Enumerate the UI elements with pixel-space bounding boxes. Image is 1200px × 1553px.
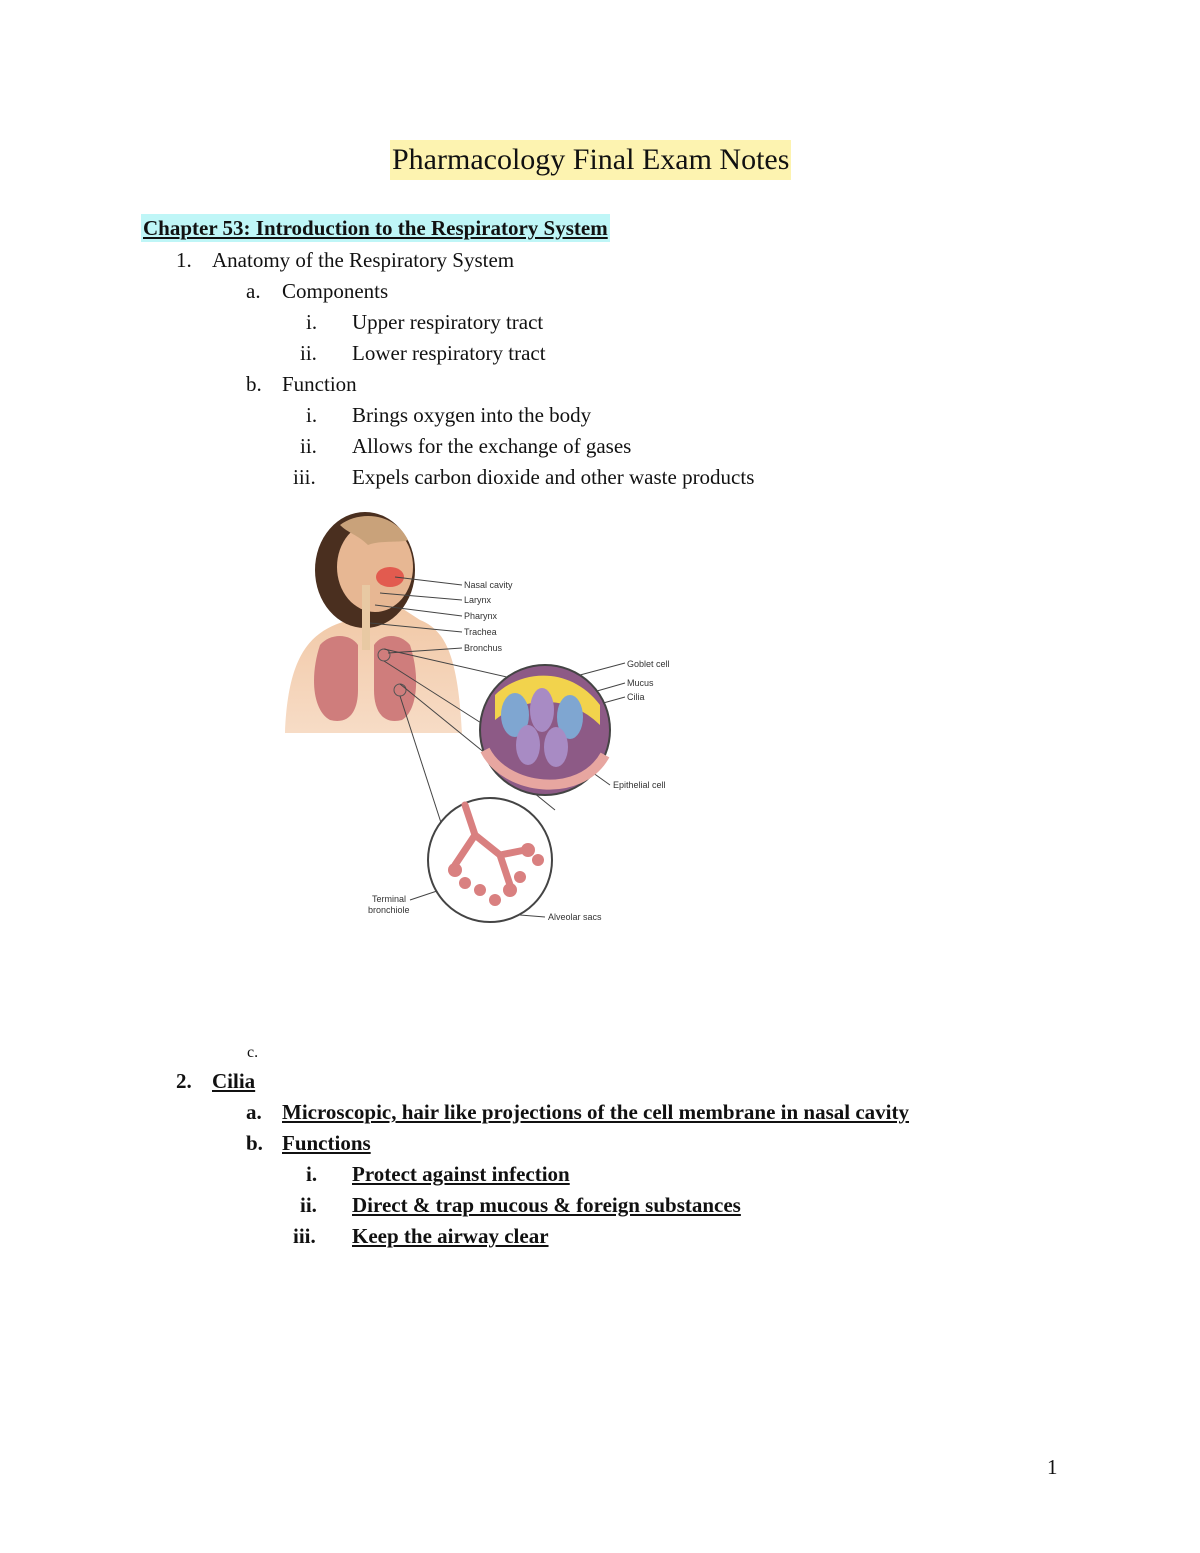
outline-item: Keep the airway clear	[352, 1224, 549, 1248]
label-terminal-bronchiole: Terminal	[372, 894, 407, 904]
outline-item: Lower respiratory tract	[352, 341, 546, 365]
outline-roman: iii.	[293, 465, 316, 489]
outline-item: Cilia	[212, 1069, 256, 1093]
outline-letter: b.	[246, 1131, 263, 1155]
outline-item: Functions	[282, 1131, 371, 1155]
outline-item: Expels carbon dioxide and other waste products	[352, 465, 755, 489]
outline-item: Upper respiratory tract	[352, 310, 544, 334]
alveoli-magnified-view	[428, 798, 552, 922]
outline-roman: i.	[306, 310, 318, 334]
label-terminal-bronchiole: bronchiole	[368, 905, 410, 915]
label-trachea: Trachea	[464, 627, 497, 637]
outline-number: 2.	[176, 1069, 192, 1093]
label-nasal-cavity: Nasal cavity	[464, 580, 513, 590]
outline-roman: ii.	[300, 1193, 317, 1217]
outline-letter: c.	[247, 1044, 259, 1061]
outline-letter: a.	[246, 279, 261, 303]
outline-item: Allows for the exchange of gases	[352, 434, 632, 458]
cilia-magnified-view	[480, 665, 610, 795]
outline-item: Function	[282, 372, 357, 396]
outline-item: Brings oxygen into the body	[352, 403, 592, 427]
label-cilia: Cilia	[627, 692, 645, 702]
outline-roman: i.	[306, 1162, 318, 1186]
respiratory-system-figure	[280, 505, 700, 930]
label-goblet-cell: Goblet cell	[627, 659, 670, 669]
label-larynx: Larynx	[464, 595, 492, 605]
outline-roman: iii.	[293, 1224, 316, 1248]
outline-roman: i.	[306, 403, 318, 427]
label-mucus: Mucus	[627, 678, 654, 688]
outline-letter: b.	[246, 372, 262, 396]
label-alveolar-sacs: Alveolar sacs	[548, 912, 602, 922]
chapter-heading: Chapter 53: Introduction to the Respiratory System	[143, 216, 608, 240]
page-number: 1	[1047, 1455, 1058, 1479]
outline-item: Components	[282, 279, 389, 303]
outline-roman: ii.	[300, 434, 317, 458]
outline-item: Anatomy of the Respiratory System	[212, 248, 515, 272]
outline-item: Direct & trap mucous & foreign substances	[352, 1193, 741, 1217]
page-title: Pharmacology Final Exam Notes	[390, 140, 791, 180]
label-bronchus: Bronchus	[464, 643, 503, 653]
label-pharynx: Pharynx	[464, 611, 498, 621]
torso-illustration	[285, 512, 462, 733]
outline-number: 1.	[176, 248, 192, 272]
label-epithelial-cell: Epithelial cell	[613, 780, 666, 790]
outline-item: Protect against infection	[352, 1162, 570, 1186]
outline-letter: a.	[246, 1100, 262, 1124]
outline-item: Microscopic, hair like projections of the cell membrane in nasal cavity	[282, 1100, 910, 1124]
outline-roman: ii.	[300, 341, 317, 365]
